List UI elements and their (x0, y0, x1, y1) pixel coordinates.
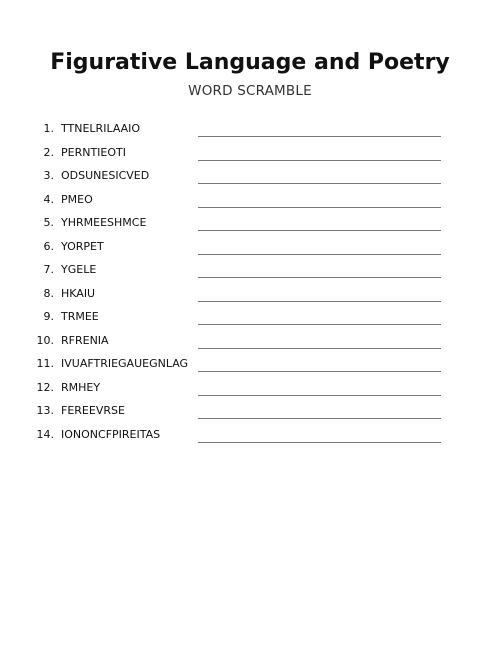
item-number: 1. (43, 122, 54, 135)
scramble-row (0, 212, 500, 236)
answer-line (198, 183, 441, 184)
answer-line (198, 324, 441, 325)
answer-line (198, 254, 441, 255)
scramble-row (0, 259, 500, 283)
scrambled-word: YORPET (61, 239, 104, 253)
scrambled-word: TRMEE (61, 310, 99, 323)
item-number: 4. (43, 192, 54, 206)
scramble-row (0, 306, 500, 330)
answer-line (198, 230, 441, 231)
scrambled-word: PMEO (61, 192, 93, 206)
item-number: 14. (36, 427, 54, 441)
scrambled-word: YGELE (61, 263, 97, 276)
answer-line (198, 160, 441, 161)
scramble-row (0, 377, 500, 401)
page-title: Figurative Language and Poetry (50, 50, 450, 75)
scrambled-word: IVUAFTRIEGAUEGNLAG (61, 357, 189, 370)
item-number: 6. (43, 239, 54, 253)
scramble-row (0, 330, 500, 354)
scramble-row (0, 165, 500, 189)
scramble-list (0, 118, 500, 447)
item-number: 8. (43, 286, 54, 300)
scrambled-word: RMHEY (61, 380, 101, 394)
item-number: 13. (36, 404, 54, 417)
item-number: 7. (43, 263, 54, 276)
answer-line (198, 395, 441, 396)
item-number: 5. (43, 216, 54, 229)
scrambled-word: HKAIU (61, 286, 96, 300)
scramble-row (0, 189, 500, 213)
scramble-row (0, 400, 500, 424)
scrambled-word: TTNELRILAAIO (61, 122, 141, 135)
scramble-row (0, 118, 500, 142)
item-number: 2. (43, 145, 54, 159)
answer-line (198, 301, 441, 302)
scramble-row (0, 424, 500, 448)
item-number: 12. (36, 380, 54, 394)
answer-line (198, 371, 441, 372)
scrambled-word: ODSUNESICVED (61, 169, 150, 182)
item-number: 3. (43, 169, 54, 182)
scrambled-word: RFRENIA (61, 333, 109, 347)
answer-line (198, 136, 441, 137)
page-subtitle: WORD SCRAMBLE (188, 83, 312, 99)
answer-line (198, 418, 441, 419)
scrambled-word: PERNTIEOTI (61, 145, 126, 159)
scramble-row (0, 236, 500, 260)
item-number: 11. (36, 357, 54, 370)
item-number: 9. (43, 310, 54, 323)
scrambled-word: IONONCFPIREITAS (61, 427, 161, 441)
scramble-row (0, 283, 500, 307)
answer-line (198, 207, 441, 208)
answer-line (198, 348, 441, 349)
scramble-row (0, 353, 500, 377)
scramble-row (0, 142, 500, 166)
answer-line (198, 442, 441, 443)
scrambled-word: YHRMEESHMCE (61, 216, 147, 229)
scrambled-word: FEREEVRSE (61, 404, 125, 417)
answer-line (198, 277, 441, 278)
item-number: 10. (36, 333, 54, 347)
